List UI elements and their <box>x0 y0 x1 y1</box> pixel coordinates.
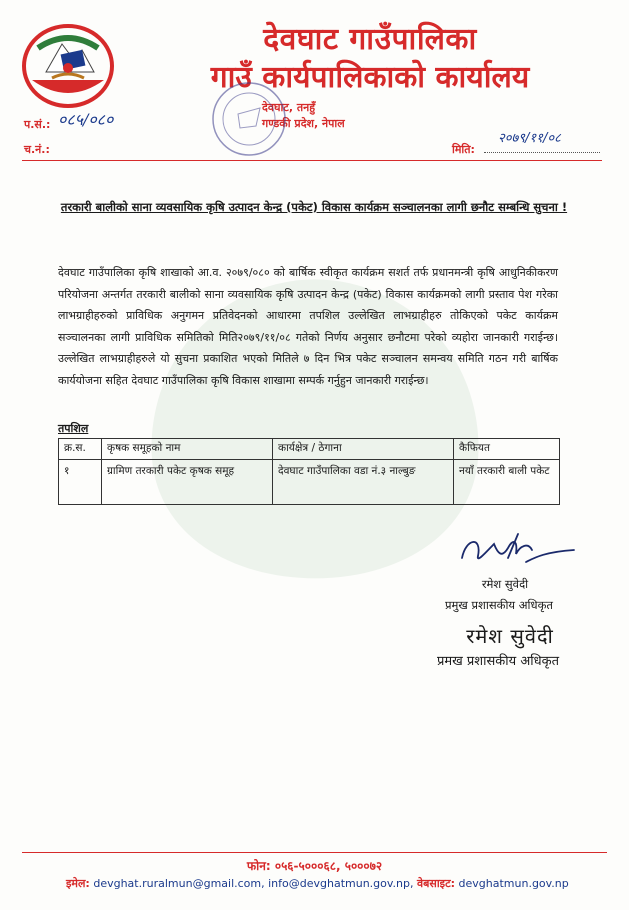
website-label: वेबसाइट: <box>416 877 456 890</box>
col-header-remarks: कैफियत <box>454 439 560 460</box>
table-row <box>59 460 560 505</box>
letterhead-divider <box>22 160 602 161</box>
org-address-line1: देवघाट, तनहुँ <box>262 101 316 114</box>
signature-scribble-icon <box>448 528 578 572</box>
beneficiary-table <box>58 438 560 505</box>
signatory-title: प्रमुख प्रशासकीय अधिकृत <box>445 598 553 612</box>
table-header-row <box>59 439 560 460</box>
cell-remarks: नयाँ तरकारी बाली पकेट <box>454 460 560 505</box>
title-seal: प्रमख प्रशासकीय अधिकृत <box>436 654 560 669</box>
table-heading: तपशिल <box>58 422 89 435</box>
cell-address: देवघाट गाउँपालिका वडा नं.३ नाल्बुङ <box>273 460 454 505</box>
col-header-group-name: कृषक समूहको नाम <box>102 439 273 460</box>
office-stamp-icon <box>208 78 290 160</box>
notice-subject: तरकारी बालीको साना व्यवसायिक कृषि उत्पादन केन्द्र (पकेट) विकास कार्यक्रम सञ्चालनका लागी छनौट सम्बन्धि सुचना ! <box>60 200 568 214</box>
email-label: इमेल: <box>66 877 90 890</box>
signatory-name: रमेश सुवेदी <box>481 577 529 591</box>
date-dotted-line <box>484 152 600 153</box>
cn-label: च.नं.: <box>24 143 50 156</box>
email-value: devghat.ruralmun@gmail.com, info@devghatmun.gov.np, <box>93 877 414 890</box>
footer-phone: फोन: ०५६-५०००६८, ५०००७२ <box>246 859 383 873</box>
notice-body: देवघाट गाउँपालिका कृषि शाखाको आ.व. २०७९/०८० को बार्षिक स्वीकृत कार्यक्रम सशर्त तर्फ प्रधानमन्त्री कृषि आधुनिकीकरण परियोजना अन्तर्गत तरकारी बालीको साना व्यवसायिक कृषि उत्पादन केन्द्र (पकेट) विकास कार्यक्रमको लागी प्रस्ताव पेश गरेका लाभग्राहीहरुको प्राविधिक अनुगमन प्रतिवेदनको आधारमा तपशिल उल्लेखित लाभग्राहीहरु तोकिएको पकेट कार्यक्रम सञ्चालनका लागी प्राविधिक समितिको मिति२०७९/११/०८ गतेको निर्णय अनुसार छनौटमा परेको व्यहोरा जानकारी गराईन्छ। उल्लेखित लाभग्राहीहरुले यो सुचना प्रकाशित भएको मितिले ७ दिन भित्र पकेट सञ्चालन समन्वय समिति गठन गरी बार्षिक कार्ययोजना सहित देवघाट गाउँपालिका कृषि विकास शाखामा सम्पर्क गर्नुहुन जानकारी गराईन्छ। <box>58 266 558 387</box>
ps-value: ०८५/०८० <box>58 110 114 129</box>
col-header-sn: क्र.स. <box>59 439 102 460</box>
date-label: मिति: <box>452 143 475 156</box>
footer-contact <box>66 876 626 891</box>
cell-group-name: ग्रामिण तरकारी पकेट कृषक समूह <box>102 460 273 505</box>
nepal-emblem-icon <box>22 22 114 108</box>
website-value: devghatmun.gov.np <box>458 877 569 890</box>
cell-sn: १ <box>59 460 102 505</box>
footer-divider <box>22 852 607 853</box>
ps-label: प.सं.: <box>24 118 51 131</box>
org-name-line2: गाउँ कार्यपालिकाको कार्यालय <box>210 60 530 95</box>
date-value: २०७९/११/०८ <box>498 131 561 146</box>
org-address-line2: गण्डकी प्रदेश, नेपाल <box>262 117 345 130</box>
col-header-address: कार्यक्षेत्र / ठेगाना <box>273 439 454 460</box>
org-name-line1: देवघाट गाउँपालिका <box>263 22 477 57</box>
name-seal: रमेश सुवेदी <box>466 624 554 648</box>
